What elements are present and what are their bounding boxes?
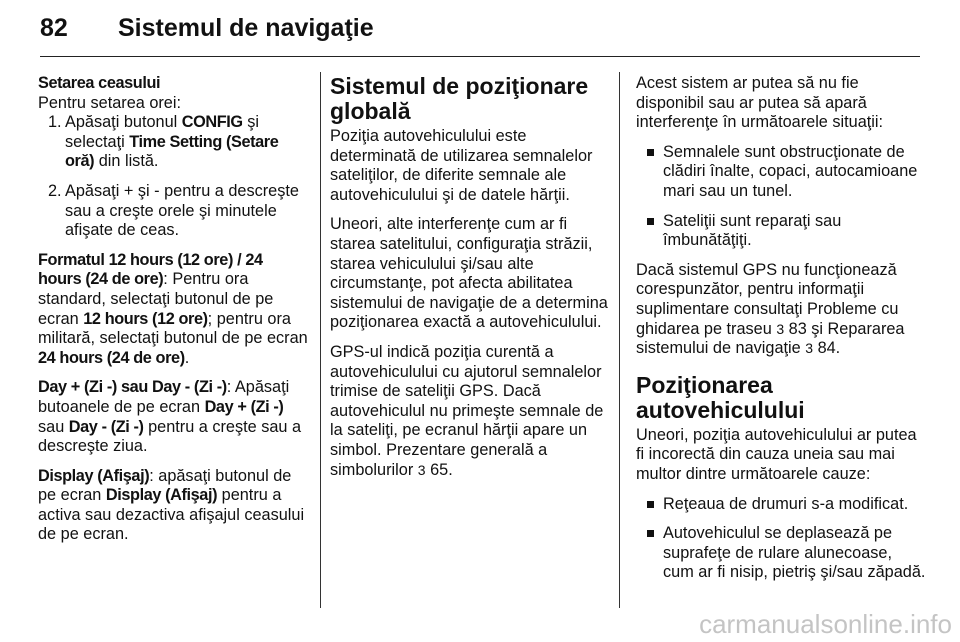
list-item: 2. Apăsaţi + şi - pentru a descreşte sau a creşte orele şi minutele afişate de ceas. <box>48 181 299 240</box>
list-item: 1. Apăsaţi butonul CONFIG şi selectaţi Time Setting (Setare oră) din listă. <box>48 113 279 171</box>
column-clock-settings <box>38 74 308 555</box>
list-item: Semnalele sunt obstrucţionate de clădiri înalte, copaci, autocamioane mari sau un tunel. <box>636 143 926 202</box>
chapter-title: Sistemul de navigaţie <box>118 14 374 42</box>
header-divider <box>40 56 920 57</box>
display-paragraph: Display (Afişaj): apăsaţi butonul de pe ecran Display (Afişaj) pentru a activa sau dezactiva afişajul ceasului de pe ecran. <box>38 466 305 544</box>
square-bullet-icon <box>647 149 654 156</box>
column-divider-left <box>320 72 321 608</box>
format-paragraph: Formatul 12 hours (12 ore) / 24 hours (24 de ore): Pentru ora standard, selectaţi butonul de pe ecran 12 hours (12 ore); pentru ora militară, selectaţi butonul de pe ecran 24 hours (24 de ore). <box>38 250 308 367</box>
page-number: 82 <box>40 14 68 42</box>
page-ref-icon: 3 <box>776 320 785 337</box>
column-positioning <box>636 74 926 593</box>
page-header <box>40 14 920 54</box>
column-divider-right <box>619 72 620 608</box>
day-paragraph: Day + (Zi -) sau Day - (Zi -): Apăsaţi butoanele de pe ecran Day + (Zi -) sau Day - (Zi -) pentru a creşte sau a descreşte ziua. <box>38 378 302 456</box>
interference-list <box>636 143 926 251</box>
page-ref-icon: 3 <box>417 461 426 478</box>
clock-heading: Setarea ceasului <box>38 74 161 92</box>
page-ref-icon: 3 <box>805 340 814 357</box>
gps-paragraph-1: Poziţia autovehiculului este determinată de utilizarea semnalelor sateliţilor, de diferite semnale ale autovehiculului şi de datele hărţii. <box>330 127 593 204</box>
list-item: Sateliţii sunt reparaţi sau îmbunătăţiţi. <box>636 212 926 251</box>
gps-paragraph-3: GPS-ul indică poziţia curentă a autovehiculului cu ajutorul semnalelor trimise de sateliţii GPS. Dacă autovehiculul nu primeşte semnale de la sateliţi, pe ecranul hărţii apare un simbol. Prezentare generală a simbolurilor 3 65. <box>330 342 604 479</box>
gps-trouble-paragraph: Dacă sistemul GPS nu funcţionează corespunzător, pentru informaţii suplimentare consultaţi Probleme cu ghidarea pe traseu 3 83 şi Repararea sistemului de navigaţie 3 84. <box>636 260 905 358</box>
gps-paragraph-2: Uneori, alte interferenţe cum ar fi starea satelitului, configuraţia străzii, starea vehiculului şi/sau alte circumstanţe, pot afecta abilitatea sistemului de navigaţie de a determina poziţionarea exactă a autovehiculului. <box>330 215 608 332</box>
positioning-paragraph: Uneori, poziţia autovehiculului ar putea fi incorectă din cauza uneia sau mai multor dintre următoarele cauze: <box>636 425 917 483</box>
square-bullet-icon <box>647 501 654 508</box>
time-setting-label: Time Setting (Setare oră) <box>65 132 279 171</box>
list-item: Autovehiculul se deplasează pe suprafeţe de rulare alunecoase, cum ar fi nisip, pietriş şi/sau zăpadă. <box>636 524 926 583</box>
positioning-heading: Poziţionarea autovehiculului <box>636 371 805 423</box>
step-number: 1. <box>48 113 62 132</box>
gps-heading: Sistemul de poziţionare globală <box>330 73 589 124</box>
clock-intro: Pentru setarea orei: <box>38 93 181 112</box>
square-bullet-icon <box>647 530 654 537</box>
clock-steps <box>38 113 308 241</box>
list-item: Reţeaua de drumuri s-a modificat. <box>636 495 926 515</box>
square-bullet-icon <box>647 218 654 225</box>
step-number: 2. <box>48 181 62 200</box>
config-button-label: CONFIG <box>181 113 243 132</box>
column-gps <box>330 74 608 490</box>
availability-paragraph: Acest sistem ar putea să nu fie disponibil sau ar putea să apară interferenţe în următoarele situaţii: <box>636 74 884 132</box>
watermark: carmanualsonline.info <box>699 609 952 639</box>
cause-list <box>636 495 926 583</box>
